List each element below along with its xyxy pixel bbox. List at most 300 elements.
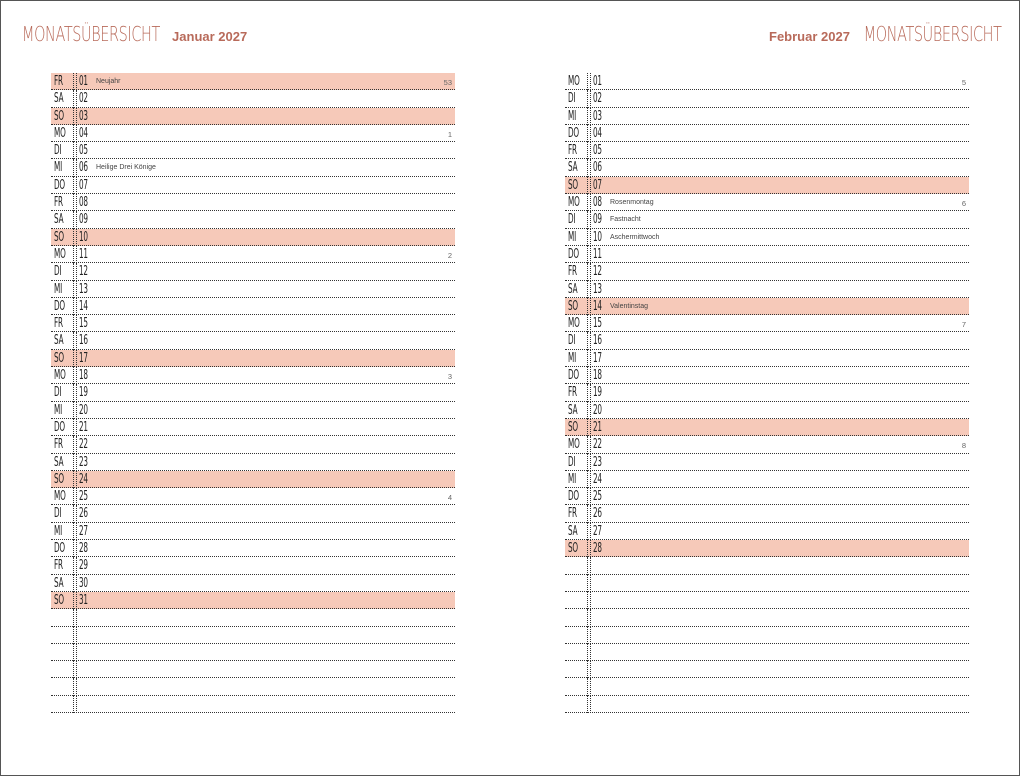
day-row xyxy=(565,609,969,626)
column-divider xyxy=(76,488,77,505)
day-row xyxy=(565,73,969,90)
column-divider xyxy=(76,263,77,280)
column-divider xyxy=(76,402,77,419)
day-number: 14 xyxy=(593,298,602,314)
column-divider xyxy=(587,159,588,176)
day-number: 26 xyxy=(593,506,602,522)
column-divider xyxy=(73,402,74,419)
weekday-label: FR xyxy=(54,195,63,211)
column-divider xyxy=(73,436,74,453)
day-number: 27 xyxy=(79,523,88,539)
column-divider xyxy=(587,350,588,367)
week-number: 8 xyxy=(961,441,966,451)
column-divider xyxy=(587,73,588,90)
day-number: 16 xyxy=(593,333,602,349)
day-number: 08 xyxy=(79,195,88,211)
day-row xyxy=(51,696,455,713)
column-divider xyxy=(76,627,77,644)
column-divider xyxy=(76,419,77,436)
day-row xyxy=(565,159,969,176)
column-divider xyxy=(76,557,77,574)
day-row xyxy=(565,402,969,419)
column-divider xyxy=(76,505,77,522)
page-title: MONATSÜBERSICHT xyxy=(22,22,160,46)
column-divider xyxy=(73,332,74,349)
day-row xyxy=(565,367,969,384)
day-row xyxy=(51,419,455,436)
column-divider xyxy=(73,471,74,488)
column-divider xyxy=(590,661,591,678)
column-divider xyxy=(590,315,591,332)
day-number: 18 xyxy=(593,368,602,384)
column-divider xyxy=(73,644,74,661)
day-row xyxy=(565,557,969,574)
column-divider xyxy=(587,419,588,436)
column-divider xyxy=(587,246,588,263)
column-divider xyxy=(587,696,588,713)
column-divider xyxy=(73,90,74,107)
day-row xyxy=(51,436,455,453)
day-number: 17 xyxy=(593,350,602,366)
column-divider xyxy=(587,402,588,419)
day-row xyxy=(51,263,455,280)
weekday-label: SO xyxy=(568,177,578,193)
weekday-label: MI xyxy=(54,523,63,539)
day-row xyxy=(51,557,455,574)
column-divider xyxy=(73,540,74,557)
day-row xyxy=(51,229,455,246)
day-row xyxy=(51,575,455,592)
column-divider xyxy=(73,125,74,142)
column-divider xyxy=(76,609,77,626)
column-divider xyxy=(73,142,74,159)
day-row xyxy=(565,90,969,107)
weekday-label: MO xyxy=(568,316,580,332)
column-divider xyxy=(76,315,77,332)
day-number: 21 xyxy=(79,419,88,435)
day-row xyxy=(565,696,969,713)
week-number: 2 xyxy=(447,250,452,260)
column-divider xyxy=(590,488,591,505)
column-divider xyxy=(587,505,588,522)
column-divider xyxy=(73,229,74,246)
weekday-label: SA xyxy=(568,523,578,539)
day-number: 01 xyxy=(593,74,602,89)
column-divider xyxy=(587,263,588,280)
weekday-label: DI xyxy=(54,143,62,159)
column-divider xyxy=(73,367,74,384)
column-divider xyxy=(76,211,77,228)
column-divider xyxy=(590,402,591,419)
day-number: 12 xyxy=(593,264,602,280)
weekday-label: SO xyxy=(54,350,64,366)
column-divider xyxy=(590,108,591,125)
weekday-label: MO xyxy=(54,125,66,141)
column-divider xyxy=(76,678,77,695)
day-number: 05 xyxy=(593,143,602,159)
week-number: 7 xyxy=(961,320,966,330)
day-number: 27 xyxy=(593,523,602,539)
weekday-label: FR xyxy=(54,558,63,574)
column-divider xyxy=(76,73,77,90)
weekday-label: SA xyxy=(568,160,578,176)
column-divider xyxy=(73,627,74,644)
weekday-label: SO xyxy=(568,298,578,314)
column-divider xyxy=(590,609,591,626)
day-row xyxy=(51,454,455,471)
day-number: 08 xyxy=(593,195,602,211)
page-title: MONATSÜBERSICHT xyxy=(864,22,1002,46)
day-number: 23 xyxy=(79,454,88,470)
column-divider xyxy=(76,436,77,453)
column-divider xyxy=(73,678,74,695)
column-divider xyxy=(587,523,588,540)
day-row xyxy=(565,263,969,280)
week-number: 4 xyxy=(447,493,452,503)
column-divider xyxy=(590,471,591,488)
week-number: 6 xyxy=(961,199,966,209)
column-divider xyxy=(76,540,77,557)
day-number: 21 xyxy=(593,419,602,435)
day-row xyxy=(51,315,455,332)
weekday-label: FR xyxy=(568,506,577,522)
day-row xyxy=(565,194,969,211)
column-divider xyxy=(587,678,588,695)
day-number: 26 xyxy=(79,506,88,522)
column-divider xyxy=(73,211,74,228)
column-divider xyxy=(76,125,77,142)
column-divider xyxy=(587,108,588,125)
day-row xyxy=(51,627,455,644)
weekday-label: MI xyxy=(568,229,577,245)
day-row xyxy=(565,488,969,505)
column-divider xyxy=(587,298,588,315)
column-divider xyxy=(76,108,77,125)
column-divider xyxy=(587,142,588,159)
column-divider xyxy=(76,229,77,246)
column-divider xyxy=(73,159,74,176)
day-number: 01 xyxy=(79,74,88,89)
day-number: 23 xyxy=(593,454,602,470)
weekday-label: FR xyxy=(568,264,577,280)
weekday-label: DO xyxy=(568,489,579,505)
column-divider xyxy=(590,627,591,644)
holiday-label: Heilige Drei Könige xyxy=(96,164,156,172)
column-divider xyxy=(590,211,591,228)
weekday-label: DI xyxy=(568,91,576,107)
day-row xyxy=(51,661,455,678)
day-row xyxy=(565,332,969,349)
day-number: 14 xyxy=(79,298,88,314)
column-divider xyxy=(76,90,77,107)
day-number: 13 xyxy=(593,281,602,297)
column-divider xyxy=(76,350,77,367)
day-row xyxy=(565,298,969,315)
weekday-label: MI xyxy=(568,350,577,366)
day-number: 16 xyxy=(79,333,88,349)
weekday-label: SA xyxy=(54,575,64,591)
column-divider xyxy=(590,246,591,263)
weekday-label: DO xyxy=(568,368,579,384)
weekday-label: MO xyxy=(54,246,66,262)
day-row xyxy=(565,540,969,557)
column-divider xyxy=(76,367,77,384)
day-number: 02 xyxy=(79,91,88,107)
day-row xyxy=(51,644,455,661)
day-row xyxy=(565,454,969,471)
day-number: 05 xyxy=(79,143,88,159)
day-number: 24 xyxy=(593,471,602,487)
column-divider xyxy=(73,350,74,367)
day-row xyxy=(565,142,969,159)
day-number: 04 xyxy=(79,125,88,141)
day-number: 15 xyxy=(79,316,88,332)
day-number: 19 xyxy=(79,385,88,401)
weekday-label: MI xyxy=(568,471,577,487)
day-number: 13 xyxy=(79,281,88,297)
day-row xyxy=(51,142,455,159)
day-number: 02 xyxy=(593,91,602,107)
column-divider xyxy=(587,471,588,488)
day-number: 12 xyxy=(79,264,88,280)
column-divider xyxy=(76,332,77,349)
day-number: 25 xyxy=(79,489,88,505)
month-title: Februar 2027 xyxy=(769,29,850,44)
day-row xyxy=(565,211,969,228)
weekday-label: MO xyxy=(568,74,580,89)
day-number: 09 xyxy=(79,212,88,228)
column-divider xyxy=(587,661,588,678)
column-divider xyxy=(590,159,591,176)
day-row xyxy=(565,229,969,246)
day-row xyxy=(51,402,455,419)
day-row xyxy=(565,678,969,695)
column-divider xyxy=(73,73,74,90)
column-divider xyxy=(587,609,588,626)
column-divider xyxy=(76,454,77,471)
weekday-label: MO xyxy=(568,437,580,453)
day-row xyxy=(51,523,455,540)
holiday-label: Rosenmontag xyxy=(610,199,654,207)
weekday-label: FR xyxy=(568,143,577,159)
weekday-label: MI xyxy=(54,281,63,297)
day-row xyxy=(565,575,969,592)
day-number: 19 xyxy=(593,385,602,401)
column-divider xyxy=(587,557,588,574)
week-number: 1 xyxy=(447,129,452,139)
day-number: 30 xyxy=(79,575,88,591)
weekday-label: SA xyxy=(568,281,578,297)
column-divider xyxy=(76,471,77,488)
column-divider xyxy=(590,540,591,557)
column-divider xyxy=(587,454,588,471)
weekday-label: FR xyxy=(54,437,63,453)
column-divider xyxy=(590,281,591,298)
month-title: Januar 2027 xyxy=(172,29,248,44)
column-divider xyxy=(590,229,591,246)
day-row xyxy=(51,384,455,401)
column-divider xyxy=(76,575,77,592)
column-divider xyxy=(590,419,591,436)
column-divider xyxy=(73,246,74,263)
weekday-label: DI xyxy=(568,212,576,228)
day-row xyxy=(51,332,455,349)
column-divider xyxy=(587,367,588,384)
column-divider xyxy=(76,661,77,678)
day-number: 10 xyxy=(593,229,602,245)
column-divider xyxy=(73,384,74,401)
day-number: 22 xyxy=(79,437,88,453)
day-row xyxy=(565,627,969,644)
day-number: 20 xyxy=(79,402,88,418)
column-divider xyxy=(73,488,74,505)
column-divider xyxy=(587,211,588,228)
day-row xyxy=(565,177,969,194)
column-divider xyxy=(587,229,588,246)
column-divider xyxy=(73,298,74,315)
weekday-label: DI xyxy=(568,333,576,349)
day-row xyxy=(565,419,969,436)
column-divider xyxy=(590,384,591,401)
day-number: 15 xyxy=(593,316,602,332)
day-number: 11 xyxy=(79,246,88,262)
column-divider xyxy=(76,246,77,263)
holiday-label: Fastnacht xyxy=(610,216,641,224)
day-row xyxy=(51,73,455,90)
column-divider xyxy=(76,142,77,159)
weekday-label: MO xyxy=(54,368,66,384)
weekday-label: DI xyxy=(54,264,62,280)
weekday-label: FR xyxy=(54,316,63,332)
column-divider xyxy=(76,298,77,315)
weekday-label: SO xyxy=(54,108,64,124)
column-divider xyxy=(590,436,591,453)
day-row xyxy=(51,592,455,609)
column-divider xyxy=(587,540,588,557)
column-divider xyxy=(590,575,591,592)
day-number: 31 xyxy=(79,592,88,608)
day-number: 24 xyxy=(79,471,88,487)
column-divider xyxy=(590,263,591,280)
day-row xyxy=(51,350,455,367)
weekday-label: DO xyxy=(568,246,579,262)
day-row xyxy=(51,367,455,384)
day-row xyxy=(565,644,969,661)
column-divider xyxy=(73,281,74,298)
day-number: 07 xyxy=(593,177,602,193)
weekday-label: DI xyxy=(54,385,62,401)
column-divider xyxy=(73,661,74,678)
column-divider xyxy=(590,332,591,349)
day-number: 06 xyxy=(593,160,602,176)
column-divider xyxy=(73,609,74,626)
day-row xyxy=(565,661,969,678)
weekday-label: SA xyxy=(54,454,64,470)
weekday-label: SA xyxy=(568,402,578,418)
column-divider xyxy=(590,367,591,384)
column-divider xyxy=(73,177,74,194)
column-divider xyxy=(590,696,591,713)
column-divider xyxy=(590,454,591,471)
day-number: 10 xyxy=(79,229,88,245)
day-number: 28 xyxy=(79,541,88,557)
day-row xyxy=(51,505,455,522)
weekday-label: SA xyxy=(54,333,64,349)
day-number: 28 xyxy=(593,541,602,557)
column-divider xyxy=(590,557,591,574)
column-divider xyxy=(587,575,588,592)
weekday-label: MI xyxy=(54,402,63,418)
column-divider xyxy=(590,350,591,367)
column-divider xyxy=(587,281,588,298)
column-divider xyxy=(73,592,74,609)
column-divider xyxy=(590,125,591,142)
column-divider xyxy=(590,177,591,194)
column-divider xyxy=(73,263,74,280)
week-number: 53 xyxy=(443,78,452,87)
column-divider xyxy=(73,315,74,332)
column-divider xyxy=(590,592,591,609)
column-divider xyxy=(73,505,74,522)
column-divider xyxy=(73,696,74,713)
weekday-label: SA xyxy=(54,91,64,107)
day-row xyxy=(565,471,969,488)
day-row xyxy=(51,471,455,488)
column-divider xyxy=(590,298,591,315)
week-number: 5 xyxy=(961,78,966,87)
day-row xyxy=(565,350,969,367)
day-row xyxy=(51,540,455,557)
day-row xyxy=(565,523,969,540)
month-grid-january xyxy=(51,73,455,713)
holiday-label: Neujahr xyxy=(96,78,121,85)
column-divider xyxy=(73,523,74,540)
day-row xyxy=(51,488,455,505)
weekday-label: DO xyxy=(54,177,65,193)
weekday-label: MO xyxy=(568,195,580,211)
column-divider xyxy=(590,678,591,695)
weekday-label: DO xyxy=(568,125,579,141)
weekday-label: SO xyxy=(54,471,64,487)
column-divider xyxy=(587,125,588,142)
weekday-label: SO xyxy=(568,541,578,557)
column-divider xyxy=(76,523,77,540)
header-left xyxy=(22,22,247,46)
day-row xyxy=(565,592,969,609)
day-number: 25 xyxy=(593,489,602,505)
column-divider xyxy=(590,73,591,90)
day-number: 29 xyxy=(79,558,88,574)
weekday-label: MO xyxy=(54,489,66,505)
column-divider xyxy=(76,592,77,609)
header-right xyxy=(769,22,1002,46)
column-divider xyxy=(590,523,591,540)
weekday-label: FR xyxy=(568,385,577,401)
day-number: 03 xyxy=(593,108,602,124)
day-row xyxy=(51,125,455,142)
weekday-label: DO xyxy=(54,541,65,557)
day-row xyxy=(51,90,455,107)
column-divider xyxy=(76,644,77,661)
column-divider xyxy=(73,557,74,574)
day-row xyxy=(565,315,969,332)
weekday-label: MI xyxy=(54,160,63,176)
column-divider xyxy=(76,194,77,211)
weekday-label: MI xyxy=(568,108,577,124)
weekday-label: DO xyxy=(54,298,65,314)
holiday-label: Aschermittwoch xyxy=(610,233,660,241)
column-divider xyxy=(73,454,74,471)
